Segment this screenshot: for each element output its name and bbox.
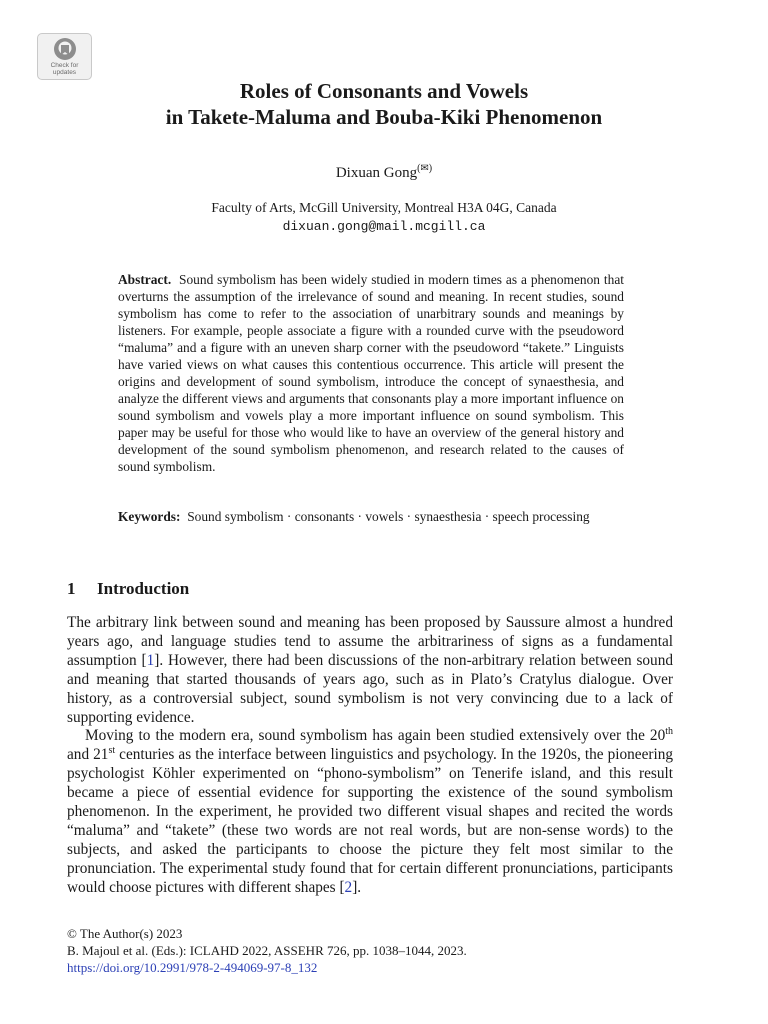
paper-title: Roles of Consonants and Vowels in Takete-Maluma and Bouba-Kiki Phenomenon bbox=[165, 79, 603, 129]
citation-link[interactable]: 1 bbox=[146, 651, 155, 669]
section-title: Introduction bbox=[97, 579, 190, 598]
abstract-text: Sound symbolism has been widely studied in modern times as a phenomenon that overturns the assumption of the irrelevance of sound and meaning. In recent studies, sound symbolism has come to refer to the association of unarbitrary sounds and meanings by listeners. For example, people associate a figure with a rounded curve with the pseudoword “maluma” and a figure with an uneven sharp corner with the pseudoword “takete.” Linguists have varied views on what causes this contentious occurrence. This article will present the origins and development of sound symbolism, introduce the concept of synaesthesia, and analyze the different views and arguments that consonants play a more important influence on sound symbolism and vowels play a more important influence on sound symbolism. This paper may be useful for those who would like to have an overview of the general history and development of the sound symbolism phenomenon, and research related to the causes of sound symbolism. bbox=[118, 272, 624, 474]
copyright: © The Author(s) 2023 bbox=[67, 926, 183, 941]
citation-link[interactable]: 2 bbox=[344, 878, 353, 896]
footer bbox=[67, 925, 467, 976]
abstract-label: Abstract. bbox=[118, 272, 172, 287]
citation-info: B. Majoul et al. (Eds.): ICLAHD 2022, ASSEHR 726, pp. 1038–1044, 2023. bbox=[67, 943, 467, 958]
paragraph: Moving to the modern era, sound symbolism has again been studied extensively over the 20th and 21st centuries as the interface between linguistics and psychology. In the 1920s, the pioneering psychologist Köhler experimented on “phono-symbolism” on Tenerife island, and this result became a piece of essential evidence for supporting the existence of the sound symbolism phenomenon. In the experiment, he provided two different visual shapes and recited the words “maluma” and “takete” (these two words are not real words, but are non-sense words) to the subjects, and asked the participants to choose the picture they felt most similar to the pronunciation. The experimental study found that for certain different pronunciations, participants would choose pictures with different shapes [2]. bbox=[67, 726, 673, 896]
bookmark-icon bbox=[53, 37, 77, 61]
keywords-text: Sound symbolism · consonants · vowels · synaesthesia · speech processing bbox=[187, 509, 590, 524]
affiliation: Faculty of Arts, McGill University, Montreal H3A 04G, Canada bbox=[211, 200, 557, 215]
check-for-updates-badge[interactable] bbox=[37, 33, 92, 80]
author-name: Dixuan Gong bbox=[335, 165, 418, 181]
keywords bbox=[118, 508, 624, 525]
author-email-mark[interactable]: (✉) bbox=[417, 163, 433, 174]
author bbox=[0, 163, 768, 182]
affiliation-block bbox=[0, 198, 768, 236]
doi-link[interactable]: https://doi.org/10.2991/978-2-494069-97-8_132 bbox=[67, 960, 318, 975]
section-heading bbox=[67, 579, 189, 599]
badge-label: Check for updates bbox=[50, 62, 79, 76]
abstract bbox=[118, 271, 624, 475]
author-email[interactable]: dixuan.gong@mail.mcgill.ca bbox=[282, 219, 486, 234]
keywords-label: Keywords: bbox=[118, 509, 181, 524]
paragraph: The arbitrary link between sound and meaning has been proposed by Saussure almost a hundred years ago, and language studies tend to assume the arbitrariness of signs as a fundamental assumption [1]. However, there had been discussions of the non-arbitrary relation between sound and meaning that started thousands of years ago, such as in Plato’s Cratylus dialogue. Over history, as a controversial subject, sound symbolism is not very convincing due to a lack of supporting evidence. bbox=[67, 614, 673, 726]
section-number: 1 bbox=[67, 579, 76, 598]
body-text bbox=[67, 614, 673, 898]
